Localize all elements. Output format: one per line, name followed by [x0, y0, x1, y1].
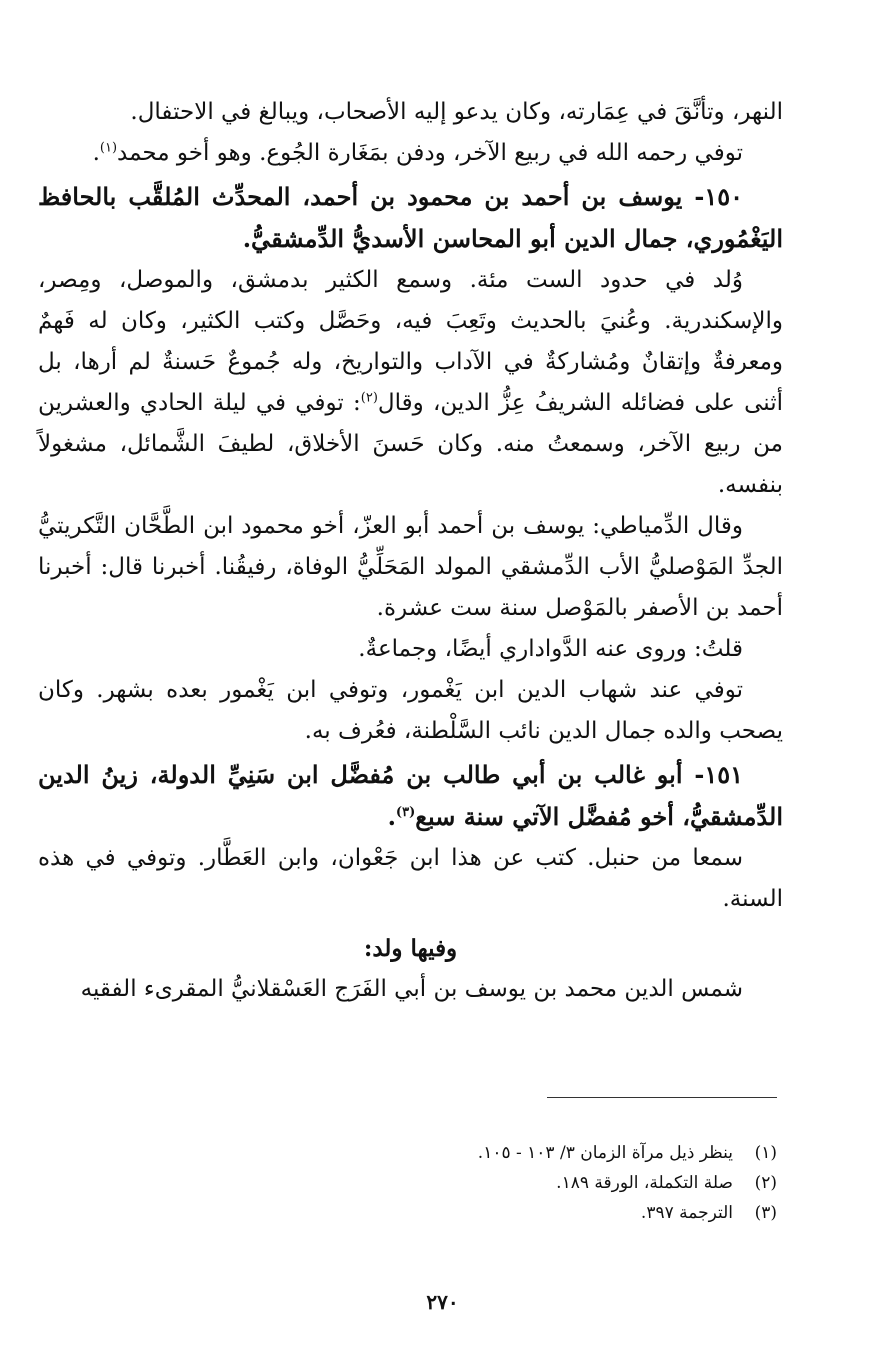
entry-151-title-end: .	[387, 802, 396, 831]
footnote-divider	[547, 1097, 777, 1098]
paragraph-death-note	[38, 133, 783, 174]
footnote-ref-1[interactable]: (١)	[99, 140, 118, 156]
births-entry: شمس الدين محمد بن يوسف بن أبي الفَرَج العَسْقلانيُّ المقرىء الفقيه	[80, 976, 743, 1002]
entry-151-bio: سمعا من حنبل. كتب عن هذا ابن جَعْوان، وابن العَطَّار. وتوفي في هذه السنة.	[38, 845, 783, 912]
entry-150-note: قلتُ: وروى عنه الدَّواداري أيضًا، وجماعةٌ.	[358, 636, 743, 662]
entry-150-dimyati-quote: وقال الدِّمياطي: يوسف بن أحمد أبو العزّ، أخو محمود ابن الطَّحَّان التَّكريتيُّ الجدِّ المَوْصليُّ الأب الدِّمشقي المولد المَحَلِّيُّ الوفاة، رفيقُنا. أخبرنا قال: أخبرنا أحمد بن الأصفر بالمَوْصل سنة ست عشرة.	[38, 513, 783, 621]
entry-151-title-text: ١٥١- أبو غالب بن أبي طالب بن مُفضَّل ابن سَنِيِّ الدولة، زينُ الدين الدِّمشقيُّ، أخو مُفضَّل الآتي سنة سبع	[38, 760, 783, 831]
footnote-ref-2[interactable]: (٢)	[360, 390, 378, 406]
footnote-3	[417, 1198, 777, 1228]
death-note-text: توفي رحمه الله في ربيع الآخر، ودفن بمَغَارة الجُوع. وهو أخو محمد	[117, 140, 743, 166]
entry-151-title	[38, 754, 783, 838]
entry-150-bio	[38, 260, 783, 506]
footnotes	[417, 1097, 777, 1228]
entry-150-title: ١٥٠- يوسف بن أحمد بن محمود بن أحمد، المحدِّث المُلقَّب بالحافظ اليَغْمُوري، جمال الدين أبو المحاسن الأسديُّ الدِّمشقيُّ.	[38, 182, 783, 253]
death-note-end: .	[92, 140, 100, 166]
entry-150-death: توفي عند شهاب الدين ابن يَغْمور، وتوفي ابن يَغْمور بعده بشهر. وكان يصحب والده جمال الدين نائب السَّلْطنة، فعُرف به.	[38, 677, 783, 744]
page-number: ٢٧٠	[426, 1290, 459, 1314]
footnote-text: ينظر ذيل مرآة الزمان ٣/ ١٠٣ - ١٠٥.	[477, 1143, 733, 1163]
footnote-number: (٣)	[754, 1203, 777, 1223]
footnote-number: (٢)	[754, 1173, 777, 1193]
footnote-text: صلة التكملة، الورقة ١٨٩.	[556, 1173, 733, 1193]
footnote-ref-3[interactable]: (٣)	[395, 805, 416, 820]
footnote-2	[417, 1168, 777, 1198]
page-body	[38, 92, 783, 1010]
entry-150-bio-b: : توفي في ليلة الحادي والعشرين من ربيع الآخر، وسمعتُ منه. وكان حَسنَ الأخلاق، لطيفَ الشَّمائل، مشغولاً بنفسه.	[38, 390, 783, 498]
entry-150-bio-a: وُلد في حدود الست مئة. وسمع الكثير بدمشق، والموصل، ومِصر، والإسكندرية. وعُنيَ بالحديث وتَعِبَ فيه، وحَصَّل وكتب الكثير، وكان له فَهمٌ ومعرفةٌ وإتقانٌ ومُشاركةٌ في الآداب والتواريخ، وله جُموعٌ حَسنةٌ لم أرها، بل أثنى على فضائله الشريفُ عِزُّ الدين، وقال	[38, 267, 783, 416]
footnote-1	[417, 1138, 777, 1168]
paragraph-continuation: النهر، وتأنَّقَ في عِمَارته، وكان يدعو إليه الأصحاب، ويبالغ في الاحتفال.	[130, 99, 783, 125]
footnote-text: الترجمة ٣٩٧.	[640, 1203, 733, 1223]
births-heading: وفيها ولد:	[363, 935, 458, 962]
footnote-number: (١)	[754, 1143, 777, 1163]
